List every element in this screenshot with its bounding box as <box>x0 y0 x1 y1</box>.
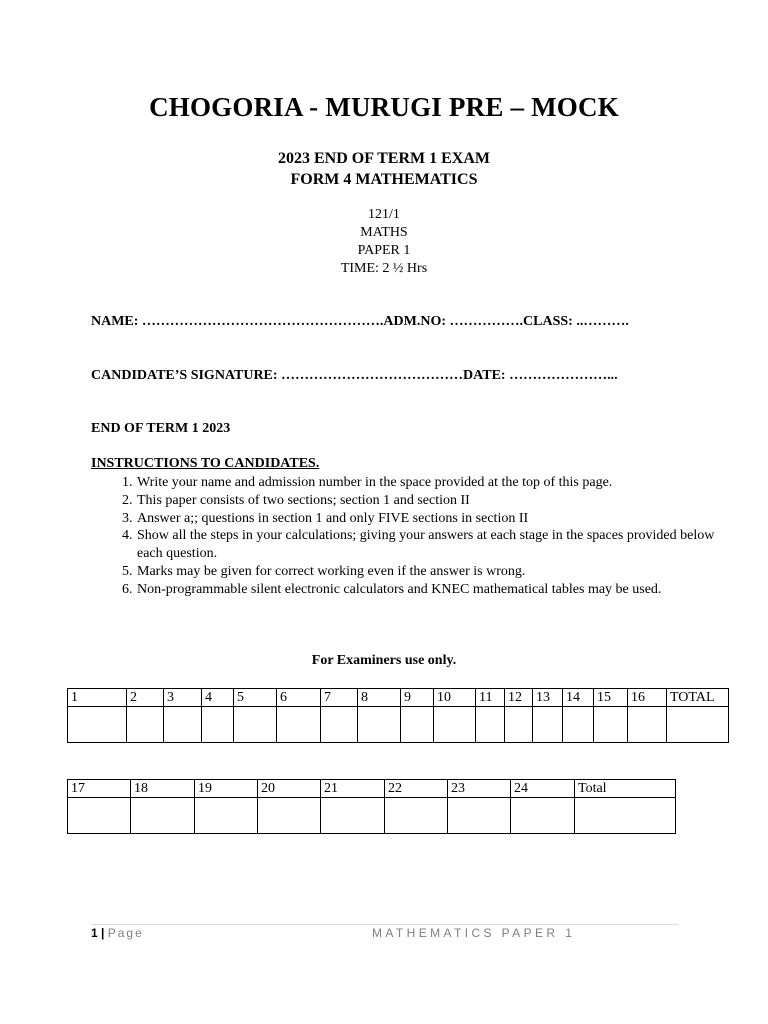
signature-date-field[interactable]: CANDIDATE’S SIGNATURE: …………………………………DATE: …………………... <box>91 368 618 383</box>
score-header-cell: 15 <box>594 689 628 707</box>
subject-subtitle: FORM 4 MATHEMATICS <box>290 171 478 188</box>
instruction-item: 6. Non-programmable silent electronic calculators and KNEC mathematical tables may be used. <box>136 581 726 599</box>
instruction-item: 1. Write your name and admission number in the space provided at the top of this page. <box>136 474 726 492</box>
exam-title: CHOGORIA - MURUGI PRE – MOCK <box>149 92 619 122</box>
instruction-item: 4. Show all the steps in your calculations; giving your answers at each stage in the spaces provided below each question. <box>136 527 726 563</box>
paper-time: TIME: 2 ½ Hrs <box>340 261 428 276</box>
score-entry-cell[interactable] <box>511 798 575 834</box>
score-header-cell: 11 <box>476 689 505 707</box>
score-header-cell: 9 <box>401 689 434 707</box>
score-entry-cell[interactable] <box>628 707 667 743</box>
score-entry-cell[interactable] <box>202 707 234 743</box>
score-header-cell: 7 <box>321 689 358 707</box>
score-header-cell: 12 <box>505 689 533 707</box>
score-header-cell: 2 <box>127 689 164 707</box>
score-header-cell: 18 <box>131 780 195 798</box>
score-entry-cell[interactable] <box>68 707 127 743</box>
score-header-cell: 13 <box>533 689 563 707</box>
instructions-list <box>91 474 726 599</box>
score-header-cell: 21 <box>321 780 385 798</box>
score-entry-cell[interactable] <box>358 707 401 743</box>
score-entry-cell[interactable] <box>277 707 321 743</box>
footer-page-indicator <box>91 926 144 940</box>
footer-divider <box>91 924 678 925</box>
score-header-cell: 10 <box>434 689 476 707</box>
score-entry-cell[interactable] <box>127 707 164 743</box>
score-entry-cell[interactable] <box>164 707 202 743</box>
score-entry-cell[interactable] <box>68 798 131 834</box>
exam-subtitle: 2023 END OF TERM 1 EXAM <box>278 150 490 167</box>
examiners-label: For Examiners use only. <box>311 653 457 668</box>
score-header-cell: 19 <box>195 780 258 798</box>
score-header-cell: 23 <box>448 780 511 798</box>
score-header-cell: 6 <box>277 689 321 707</box>
score-header-cell: 3 <box>164 689 202 707</box>
footer-paper-name: MATHEMATICS PAPER 1 <box>372 926 576 940</box>
score-entry-cell[interactable] <box>258 798 321 834</box>
score-entry-cell[interactable] <box>448 798 511 834</box>
score-header-cell: 5 <box>234 689 277 707</box>
paper-subject: MATHS <box>360 225 408 240</box>
paper-number: PAPER 1 <box>357 243 411 258</box>
score-entry-cell[interactable] <box>505 707 533 743</box>
score-total-entry-cell[interactable] <box>575 798 676 834</box>
score-table-questions-1-16 <box>67 688 729 743</box>
score-header-cell: 8 <box>358 689 401 707</box>
score-table-questions-17-24 <box>67 779 676 834</box>
paper-code: 121/1 <box>368 207 400 222</box>
page-number: 1 <box>91 926 98 940</box>
score-header-cell: 22 <box>385 780 448 798</box>
score-entry-cell[interactable] <box>195 798 258 834</box>
score-entry-cell[interactable] <box>476 707 505 743</box>
instruction-item: 5. Marks may be given for correct working even if the answer is wrong. <box>136 563 726 581</box>
instruction-item: 3. Answer a;; questions in section 1 and only FIVE sections in section II <box>136 510 726 528</box>
name-admno-class-field[interactable]: NAME: …………………………………………….ADM.NO: …………….CLASS: ..………. <box>91 314 629 329</box>
score-entry-cell[interactable] <box>563 707 594 743</box>
term-label: END OF TERM 1 2023 <box>91 421 231 436</box>
score-header-cell: 20 <box>258 780 321 798</box>
score-entry-cell[interactable] <box>594 707 628 743</box>
score-header-cell: 24 <box>511 780 575 798</box>
score-header-total-cell: Total <box>575 780 676 798</box>
score-header-cell: 16 <box>628 689 667 707</box>
score-entry-cell[interactable] <box>401 707 434 743</box>
instruction-item: 2. This paper consists of two sections; section 1 and section II <box>136 492 726 510</box>
score-entry-cell[interactable] <box>321 707 358 743</box>
instructions-heading: INSTRUCTIONS TO CANDIDATES. <box>91 456 320 471</box>
score-header-cell: 1 <box>68 689 127 707</box>
score-entry-cell[interactable] <box>234 707 277 743</box>
score-header-cell: 17 <box>68 780 131 798</box>
score-header-cell: 4 <box>202 689 234 707</box>
page-label: Page <box>107 926 144 940</box>
score-total-entry-cell[interactable] <box>667 707 729 743</box>
score-entry-cell[interactable] <box>131 798 195 834</box>
score-entry-cell[interactable] <box>434 707 476 743</box>
page-separator: | <box>101 926 105 940</box>
score-entry-cell[interactable] <box>533 707 563 743</box>
score-header-cell: 14 <box>563 689 594 707</box>
score-header-total-cell: TOTAL <box>667 689 729 707</box>
score-entry-cell[interactable] <box>321 798 385 834</box>
score-entry-cell[interactable] <box>385 798 448 834</box>
